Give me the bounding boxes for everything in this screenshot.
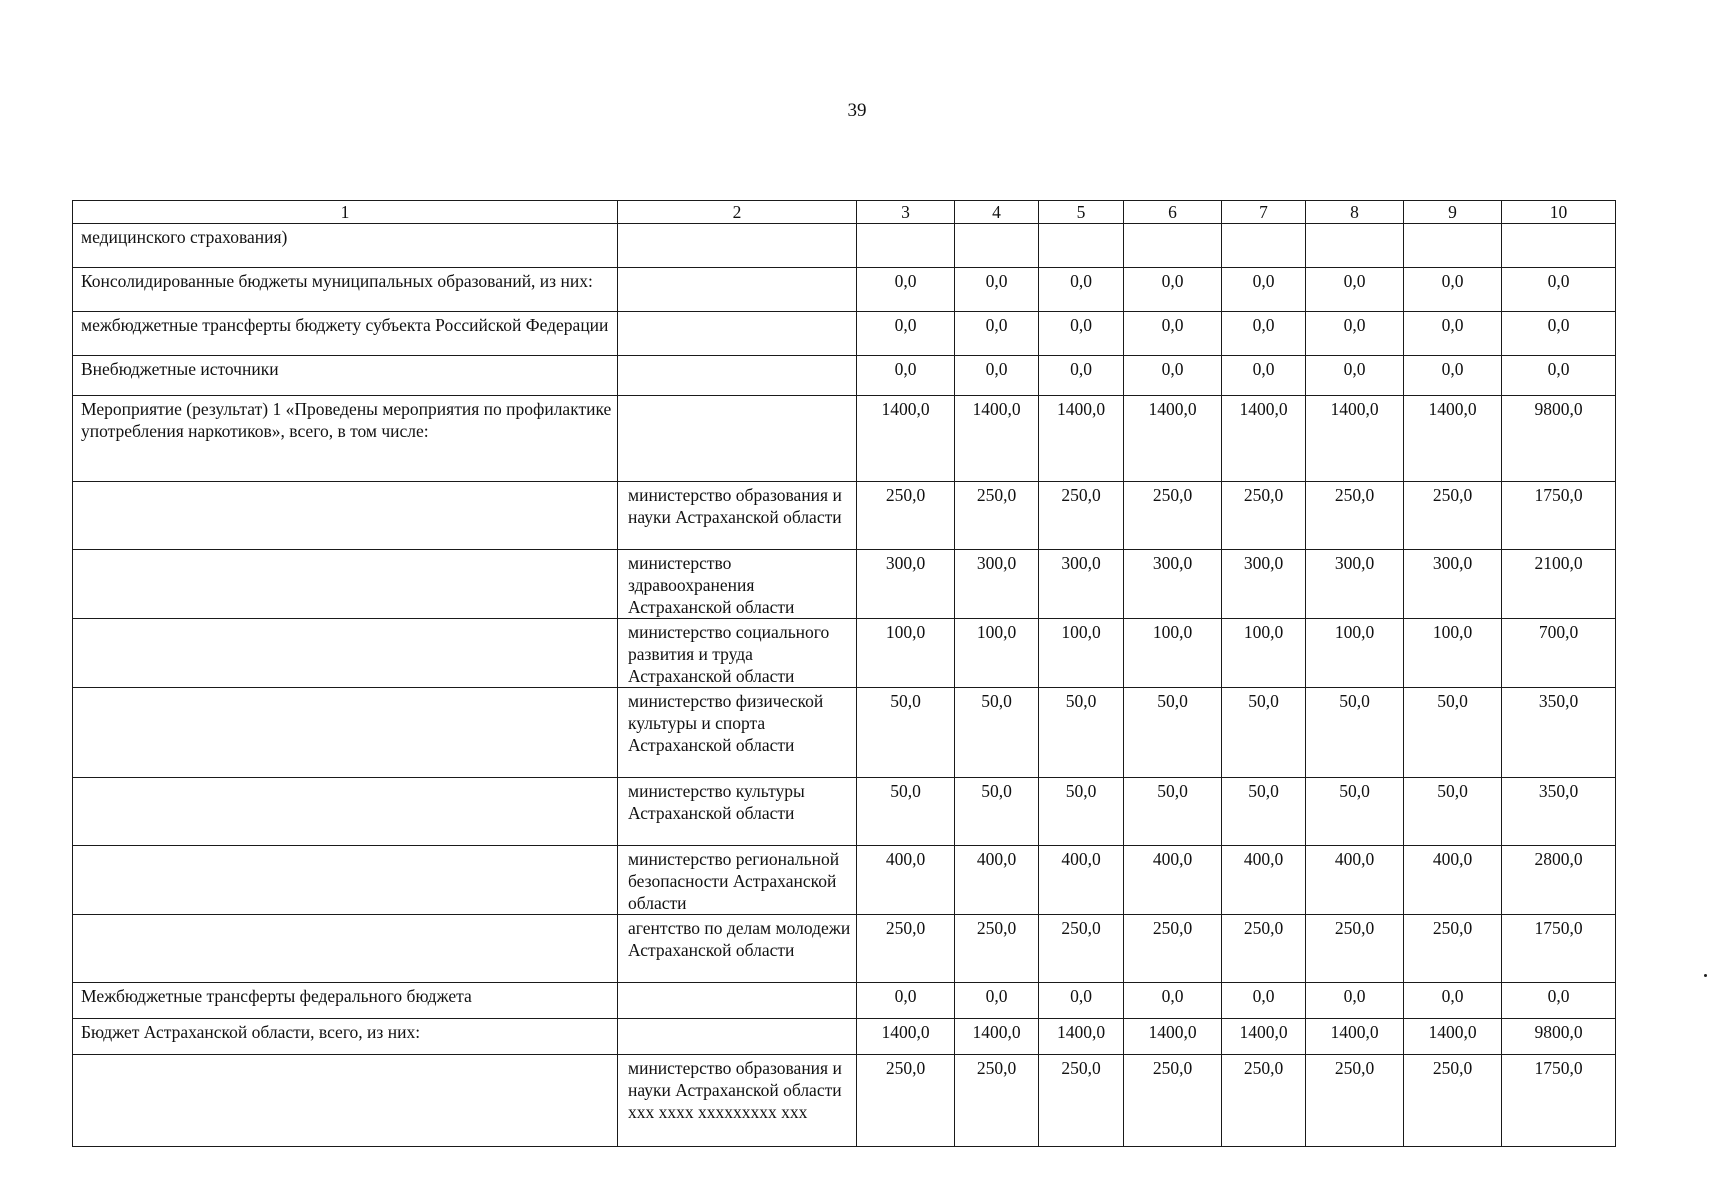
value-cell: 0,0 [1039,356,1124,396]
table-row [73,482,1616,550]
table-row [73,1019,1616,1055]
value-cell: 2800,0 [1502,846,1616,915]
value-cell: 250,0 [955,915,1039,983]
value-cell: 250,0 [1404,915,1502,983]
executor-name: агентство по делам молодежи Астраханской области [628,918,851,960]
value-cell: 250,0 [1124,915,1222,983]
value-cell: 0,0 [955,356,1039,396]
value-cell [1039,224,1124,268]
scan-speck [1704,974,1707,977]
value-cell: 250,0 [857,1055,955,1147]
value-cell: 1400,0 [1124,396,1222,482]
value-cell: 300,0 [955,550,1039,619]
value-cell: 0,0 [1502,312,1616,356]
value-cell: 1400,0 [1039,396,1124,482]
value-cell: 50,0 [1404,778,1502,846]
table-row [73,356,1616,396]
value-cell: 0,0 [955,983,1039,1019]
value-cell: 0,0 [1222,983,1306,1019]
value-cell: 250,0 [1222,1055,1306,1147]
row-label [73,1055,618,1147]
executor-name: министерство региональной безопасности Астраханской области [628,849,840,913]
value-cell: 400,0 [955,846,1039,915]
table-row [73,983,1616,1019]
value-cell: 100,0 [1039,619,1124,688]
row-executor [618,312,857,356]
table-row [73,846,1616,915]
value-cell: 50,0 [1306,778,1404,846]
row-label [73,778,618,846]
value-cell: 250,0 [857,482,955,550]
row-label [73,550,618,619]
value-cell: 0,0 [1124,312,1222,356]
value-cell: 250,0 [955,1055,1039,1147]
value-cell: 0,0 [1124,983,1222,1019]
row-executor [618,356,857,396]
value-cell: 0,0 [1404,312,1502,356]
value-cell: 50,0 [1222,778,1306,846]
value-cell [857,224,955,268]
value-cell: 50,0 [857,688,955,778]
value-cell: 0,0 [1124,356,1222,396]
value-cell [955,224,1039,268]
value-cell: 9800,0 [1502,1019,1616,1055]
value-cell: 300,0 [1222,550,1306,619]
table-row [73,396,1616,482]
value-cell: 1400,0 [1222,396,1306,482]
value-cell: 1400,0 [857,396,955,482]
value-cell: 100,0 [1404,619,1502,688]
row-label [73,688,618,778]
row-label [73,915,618,983]
value-cell: 0,0 [857,268,955,312]
row-executor [618,1019,857,1055]
column-header: 2 [618,201,857,224]
executor-name: министерство здравоохранения Астраханской области [628,553,795,617]
row-executor [618,915,857,983]
value-cell: 100,0 [1124,619,1222,688]
value-cell: 250,0 [1039,915,1124,983]
value-cell: 0,0 [857,312,955,356]
value-cell: 250,0 [857,915,955,983]
value-cell: 300,0 [857,550,955,619]
row-executor [618,268,857,312]
value-cell: 250,0 [1404,482,1502,550]
table-header-row [73,201,1616,224]
row-executor [618,846,857,915]
value-cell: 250,0 [1222,915,1306,983]
row-label: межбюджетные трансферты бюджету субъекта Российской Федерации [73,312,618,356]
table-row [73,619,1616,688]
column-header: 5 [1039,201,1124,224]
row-label: Бюджет Астраханской области, всего, из них: [73,1019,618,1055]
value-cell: 50,0 [857,778,955,846]
table-row [73,1055,1616,1147]
value-cell: 1750,0 [1502,482,1616,550]
value-cell: 0,0 [1222,268,1306,312]
value-cell: 50,0 [1124,778,1222,846]
value-cell: 1400,0 [1222,1019,1306,1055]
value-cell: 100,0 [857,619,955,688]
column-header: 3 [857,201,955,224]
value-cell: 0,0 [955,312,1039,356]
value-cell [1306,224,1404,268]
column-header: 7 [1222,201,1306,224]
value-cell: 250,0 [1124,1055,1222,1147]
value-cell: 400,0 [857,846,955,915]
value-cell: 1400,0 [857,1019,955,1055]
value-cell: 1400,0 [1306,1019,1404,1055]
value-cell: 0,0 [857,983,955,1019]
value-cell: 100,0 [955,619,1039,688]
value-cell [1222,224,1306,268]
value-cell: 0,0 [1222,356,1306,396]
value-cell: 400,0 [1039,846,1124,915]
value-cell: 50,0 [955,688,1039,778]
row-label: Мероприятие (результат) 1 «Проведены мероприятия по профилактике употребления наркотиков», всего, в том числе: [73,396,618,482]
executor-name: министерство образования и науки Астраханской области [628,485,842,527]
value-cell: 0,0 [1124,268,1222,312]
value-cell: 9800,0 [1502,396,1616,482]
budget-classification-code: ххх хххх ххххххххх ххх [628,1102,808,1122]
value-cell: 700,0 [1502,619,1616,688]
row-label [73,482,618,550]
row-label: Консолидированные бюджеты муниципальных образований, из них: [73,268,618,312]
value-cell: 1400,0 [1306,396,1404,482]
value-cell: 250,0 [1306,915,1404,983]
value-cell: 0,0 [1306,268,1404,312]
value-cell: 1400,0 [1124,1019,1222,1055]
row-executor [618,550,857,619]
value-cell: 0,0 [955,268,1039,312]
value-cell: 300,0 [1306,550,1404,619]
value-cell: 250,0 [955,482,1039,550]
value-cell: 0,0 [1502,268,1616,312]
table-row [73,224,1616,268]
value-cell: 2100,0 [1502,550,1616,619]
row-executor [618,1055,857,1147]
executor-name: министерство образования и науки Астраханской области [628,1058,842,1100]
column-header: 6 [1124,201,1222,224]
row-label: медицинского страхования) [73,224,618,268]
row-label: Внебюджетные источники [73,356,618,396]
table-row [73,550,1616,619]
value-cell: 0,0 [1306,983,1404,1019]
value-cell: 300,0 [1039,550,1124,619]
table-row [73,268,1616,312]
column-header: 4 [955,201,1039,224]
value-cell: 0,0 [1404,268,1502,312]
value-cell: 1400,0 [1404,396,1502,482]
value-cell: 0,0 [1039,983,1124,1019]
executor-name: министерство социального развития и труда Астраханской области [628,622,830,686]
row-executor [618,688,857,778]
value-cell: 250,0 [1039,1055,1124,1147]
value-cell [1502,224,1616,268]
value-cell: 50,0 [1306,688,1404,778]
value-cell: 100,0 [1306,619,1404,688]
value-cell: 1750,0 [1502,1055,1616,1147]
value-cell: 250,0 [1039,482,1124,550]
value-cell: 0,0 [1502,356,1616,396]
value-cell: 250,0 [1306,482,1404,550]
page-number: 39 [847,100,867,121]
value-cell: 0,0 [1222,312,1306,356]
value-cell: 0,0 [1502,983,1616,1019]
value-cell: 100,0 [1222,619,1306,688]
value-cell: 0,0 [1039,268,1124,312]
value-cell: 400,0 [1404,846,1502,915]
value-cell [1124,224,1222,268]
value-cell: 0,0 [1404,356,1502,396]
value-cell: 0,0 [1306,312,1404,356]
value-cell: 0,0 [1039,312,1124,356]
row-executor [618,619,857,688]
row-executor [618,983,857,1019]
table-row [73,312,1616,356]
value-cell: 0,0 [857,356,955,396]
value-cell: 300,0 [1124,550,1222,619]
value-cell: 1400,0 [955,396,1039,482]
column-header: 10 [1502,201,1616,224]
value-cell: 300,0 [1404,550,1502,619]
budget-table [72,200,1616,1147]
value-cell: 50,0 [955,778,1039,846]
value-cell [1404,224,1502,268]
row-label: Межбюджетные трансферты федерального бюджета [73,983,618,1019]
value-cell: 1400,0 [1404,1019,1502,1055]
row-executor [618,396,857,482]
value-cell: 50,0 [1404,688,1502,778]
column-header: 1 [73,201,618,224]
row-executor [618,224,857,268]
value-cell: 0,0 [1306,356,1404,396]
value-cell: 50,0 [1039,778,1124,846]
table-row [73,915,1616,983]
table-row [73,778,1616,846]
column-header: 9 [1404,201,1502,224]
executor-name: министерство физической культуры и спорта Астраханской области [628,691,824,755]
row-executor [618,482,857,550]
column-header: 8 [1306,201,1404,224]
row-label [73,619,618,688]
value-cell: 0,0 [1404,983,1502,1019]
value-cell: 1400,0 [955,1019,1039,1055]
table-row [73,688,1616,778]
value-cell: 1750,0 [1502,915,1616,983]
value-cell: 50,0 [1039,688,1124,778]
value-cell: 1400,0 [1039,1019,1124,1055]
value-cell: 250,0 [1222,482,1306,550]
value-cell: 350,0 [1502,688,1616,778]
row-executor [618,778,857,846]
value-cell: 250,0 [1404,1055,1502,1147]
executor-name: министерство культуры Астраханской области [628,781,805,823]
value-cell: 50,0 [1222,688,1306,778]
value-cell: 350,0 [1502,778,1616,846]
value-cell: 400,0 [1306,846,1404,915]
value-cell: 250,0 [1124,482,1222,550]
value-cell: 50,0 [1124,688,1222,778]
value-cell: 400,0 [1124,846,1222,915]
value-cell: 400,0 [1222,846,1306,915]
value-cell: 250,0 [1306,1055,1404,1147]
row-label [73,846,618,915]
